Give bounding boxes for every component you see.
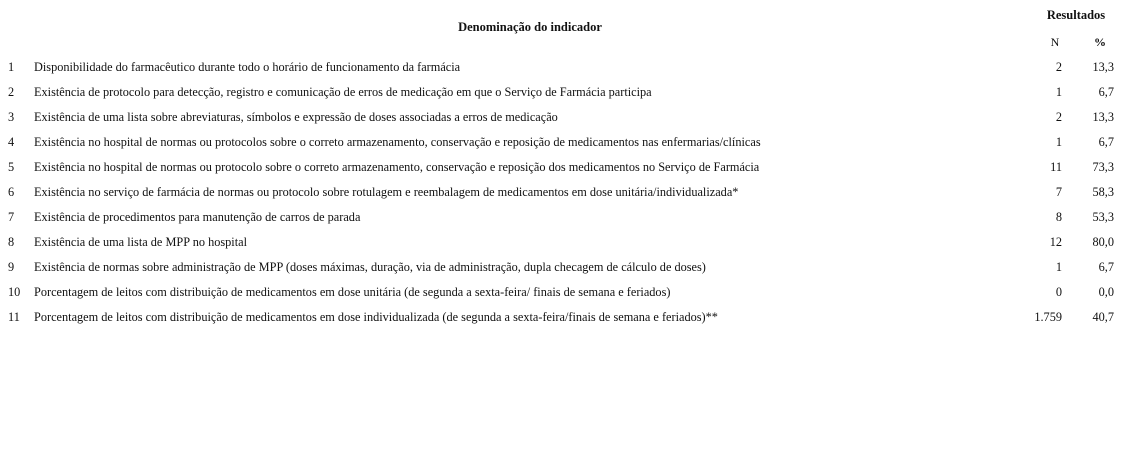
row-n: 0: [1055, 285, 1062, 299]
row-n: 7: [1055, 185, 1062, 199]
row-number: 10: [8, 285, 21, 299]
row-number: 4: [8, 135, 15, 149]
row-label: Existência de uma lista sobre abreviaturas, símbolos e expressão de doses associadas a erros de medicação: [34, 110, 558, 124]
row-n: 8: [1055, 210, 1062, 224]
row-n: 1: [1055, 260, 1062, 274]
row-label: Existência no hospital de normas ou protocolos sobre o correto armazenamento, conservação e reposição de medicamentos nas enfermarias/clínicas: [34, 135, 761, 149]
row-n: 2: [1055, 60, 1062, 74]
header-n: N: [1050, 35, 1060, 49]
table-row: [0, 157, 1123, 182]
row-number: 6: [8, 185, 15, 199]
row-label: Disponibilidade do farmacêutico durante todo o horário de funcionamento da farmácia: [34, 60, 461, 74]
row-percent: 40,7: [1092, 310, 1114, 324]
row-percent: 6,7: [1098, 85, 1114, 99]
row-number: 2: [8, 85, 15, 99]
row-percent: 58,3: [1092, 185, 1114, 199]
header-results: Resultados: [1046, 8, 1106, 22]
row-number: 8: [8, 235, 15, 249]
row-percent: 80,0: [1092, 235, 1114, 249]
row-label: Porcentagem de leitos com distribuição de medicamentos em dose individualizada (de segunda a sexta-feira/finais de semana e feriados)**: [34, 310, 718, 324]
table-row: [0, 182, 1123, 207]
header-percent: %: [1094, 35, 1106, 49]
row-n: 2: [1055, 110, 1062, 124]
row-number: 7: [8, 210, 15, 224]
table-row: [0, 57, 1123, 82]
row-number: 1: [8, 60, 15, 74]
header-indicator-title: Denominação do indicador: [458, 20, 602, 34]
row-number: 11: [8, 310, 20, 324]
row-label: Existência de protocolo para detecção, registro e comunicação de erros de medicação em que o Serviço de Farmácia participa: [34, 85, 652, 99]
row-label: Existência de uma lista de MPP no hospital: [34, 235, 248, 249]
row-percent: 6,7: [1098, 135, 1114, 149]
table-row: [0, 132, 1123, 157]
row-number: 9: [8, 260, 15, 274]
row-n: 1.759: [1034, 310, 1062, 324]
row-n: 1: [1055, 85, 1062, 99]
table-row: [0, 282, 1123, 307]
table-row: [0, 232, 1123, 257]
row-percent: 13,3: [1092, 60, 1114, 74]
row-label: Existência no hospital de normas ou protocolo sobre o correto armazenamento, conservação e reposição dos medicamentos no Serviço de Farmácia: [34, 160, 760, 174]
row-n: 12: [1049, 235, 1062, 249]
row-label: Existência de normas sobre administração de MPP (doses máximas, duração, via de administração, dupla checagem de cálculo de doses): [34, 260, 706, 274]
row-percent: 6,7: [1098, 260, 1114, 274]
table-body: [0, 57, 1123, 332]
row-percent: 0,0: [1098, 285, 1114, 299]
row-label: Porcentagem de leitos com distribuição de medicamentos em dose unitária (de segunda a sexta-feira/ finais de semana e feriados): [34, 285, 671, 299]
table-row: [0, 257, 1123, 282]
table-row: [0, 307, 1123, 332]
row-n: 11: [1050, 160, 1062, 174]
table-row: [0, 107, 1123, 132]
table-row: [0, 207, 1123, 232]
row-number: 3: [8, 110, 15, 124]
row-percent: 73,3: [1092, 160, 1114, 174]
row-percent: 13,3: [1092, 110, 1114, 124]
row-label: Existência de procedimentos para manutenção de carros de parada: [34, 210, 361, 224]
row-n: 1: [1055, 135, 1062, 149]
row-percent: 53,3: [1092, 210, 1114, 224]
row-label: Existência no serviço de farmácia de normas ou protocolo sobre rotulagem e reembalagem de medicamentos em dose unitária/individualizada*: [34, 185, 739, 199]
table-row: [0, 82, 1123, 107]
row-number: 5: [8, 160, 15, 174]
